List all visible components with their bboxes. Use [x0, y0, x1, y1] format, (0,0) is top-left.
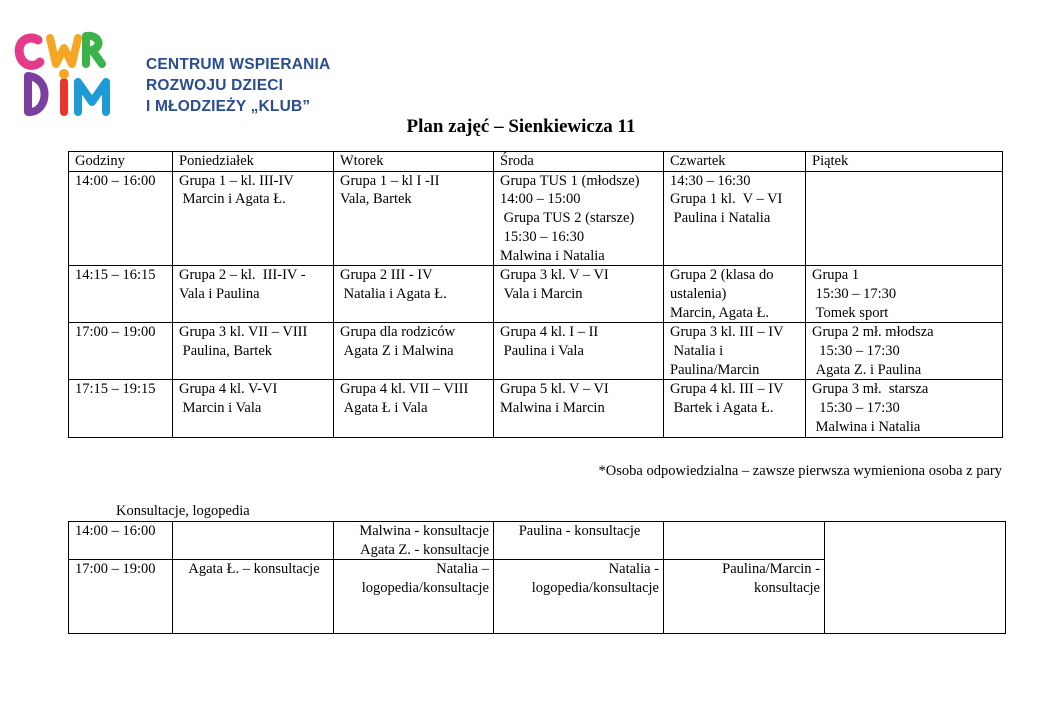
schedule-cell: Grupa 2 – kl. III-IV - Vala i Paulina	[173, 266, 334, 323]
schedule-cell: Grupa 4 kl. VII – VIII Agata Ł i Vala	[334, 380, 494, 437]
table-row	[69, 522, 1006, 560]
consultation-cell	[664, 522, 825, 560]
time-cell: 14:00 – 16:00	[69, 522, 173, 560]
schedule-cell: Grupa 4 kl. I – II Paulina i Vala	[494, 323, 664, 380]
schedule-cell: Grupa 5 kl. V – VI Malwina i Marcin	[494, 380, 664, 437]
schedule-cell: Grupa 2 (klasa do ustalenia) Marcin, Agata Ł.	[664, 266, 806, 323]
schedule-cell: Grupa dla rodziców Agata Z i Malwina	[334, 323, 494, 380]
schedule-cell: Grupa 2 mł. młodsza 15:30 – 17:30 Agata Z. i Paulina	[806, 323, 1003, 380]
schedule-cell: 14:30 – 16:30 Grupa 1 kl. V – VI Paulina i Natalia	[664, 171, 806, 266]
schedule-cell: Grupa TUS 1 (młodsze) 14:00 – 15:00 Grupa TUS 2 (starsze) 15:30 – 16:30 Malwina i Natalia	[494, 171, 664, 266]
consultation-cell: Natalia – logopedia/konsultacje	[334, 560, 494, 634]
schedule-cell: Grupa 3 kl. V – VI Vala i Marcin	[494, 266, 664, 323]
consultations-label: Konsultacje, logopedia	[116, 503, 250, 519]
schedule-cell: Grupa 3 kl. III – IV Natalia i Paulina/Marcin	[664, 323, 806, 380]
consultation-cell	[173, 522, 334, 560]
consultation-cell: Paulina - konsultacje	[494, 522, 664, 560]
time-cell: 17:00 – 19:00	[69, 560, 173, 634]
header-cell: Czwartek	[664, 152, 806, 172]
organization-logo	[12, 16, 342, 120]
schedule-cell: Grupa 1 – kl I -II Vala, Bartek	[334, 171, 494, 266]
time-cell: 14:15 – 16:15	[69, 266, 173, 323]
table-row	[69, 323, 1003, 380]
schedule-table	[68, 151, 1003, 438]
consultation-empty-cell	[825, 522, 1006, 634]
consultation-cell: Malwina - konsultacje Agata Z. - konsultacje	[334, 522, 494, 560]
time-cell: 17:15 – 19:15	[69, 380, 173, 437]
schedule-cell: Grupa 4 kl. III – IV Bartek i Agata Ł.	[664, 380, 806, 437]
header-cell: Piątek	[806, 152, 1003, 172]
page-title: Plan zajęć – Sienkiewicza 11	[406, 116, 636, 137]
time-cell: 17:00 – 19:00	[69, 323, 173, 380]
logo-line-1: CENTRUM WSPIERANIA	[146, 56, 331, 73]
schedule-cell: Grupa 4 kl. V-VI Marcin i Vala	[173, 380, 334, 437]
responsible-person-note: *Osoba odpowiedzialna – zawsze pierwsza wymieniona osoba z pary	[598, 463, 1002, 479]
schedule-cell	[806, 171, 1003, 266]
header-cell: Wtorek	[334, 152, 494, 172]
consultation-cell: Paulina/Marcin - konsultacje	[664, 560, 825, 634]
schedule-cell: Grupa 3 kl. VII – VIII Paulina, Bartek	[173, 323, 334, 380]
schedule-header-row	[69, 152, 1003, 172]
schedule-cell: Grupa 1 15:30 – 17:30 Tomek sport	[806, 266, 1003, 323]
consultation-cell: Agata Ł. – konsultacje	[173, 560, 334, 634]
table-row	[69, 171, 1003, 266]
cwr-dim-logo-icon	[12, 16, 132, 120]
table-row	[69, 266, 1003, 323]
logo-line-3: I MŁODZIEŻY „KLUB”	[146, 98, 311, 115]
logo-text	[146, 54, 330, 117]
consultation-cell: Natalia - logopedia/konsultacje	[494, 560, 664, 634]
header-cell: Godziny	[69, 152, 173, 172]
time-cell: 14:00 – 16:00	[69, 171, 173, 266]
header-cell: Środa	[494, 152, 664, 172]
logo-line-2: ROZWOJU DZIECI	[146, 77, 284, 94]
schedule-cell: Grupa 2 III - IV Natalia i Agata Ł.	[334, 266, 494, 323]
schedule-cell: Grupa 1 – kl. III-IV Marcin i Agata Ł.	[173, 171, 334, 266]
header-cell: Poniedziałek	[173, 152, 334, 172]
schedule-cell: Grupa 3 mł. starsza 15:30 – 17:30 Malwina i Natalia	[806, 380, 1003, 437]
table-row	[69, 380, 1003, 437]
consultations-table	[68, 521, 1006, 634]
